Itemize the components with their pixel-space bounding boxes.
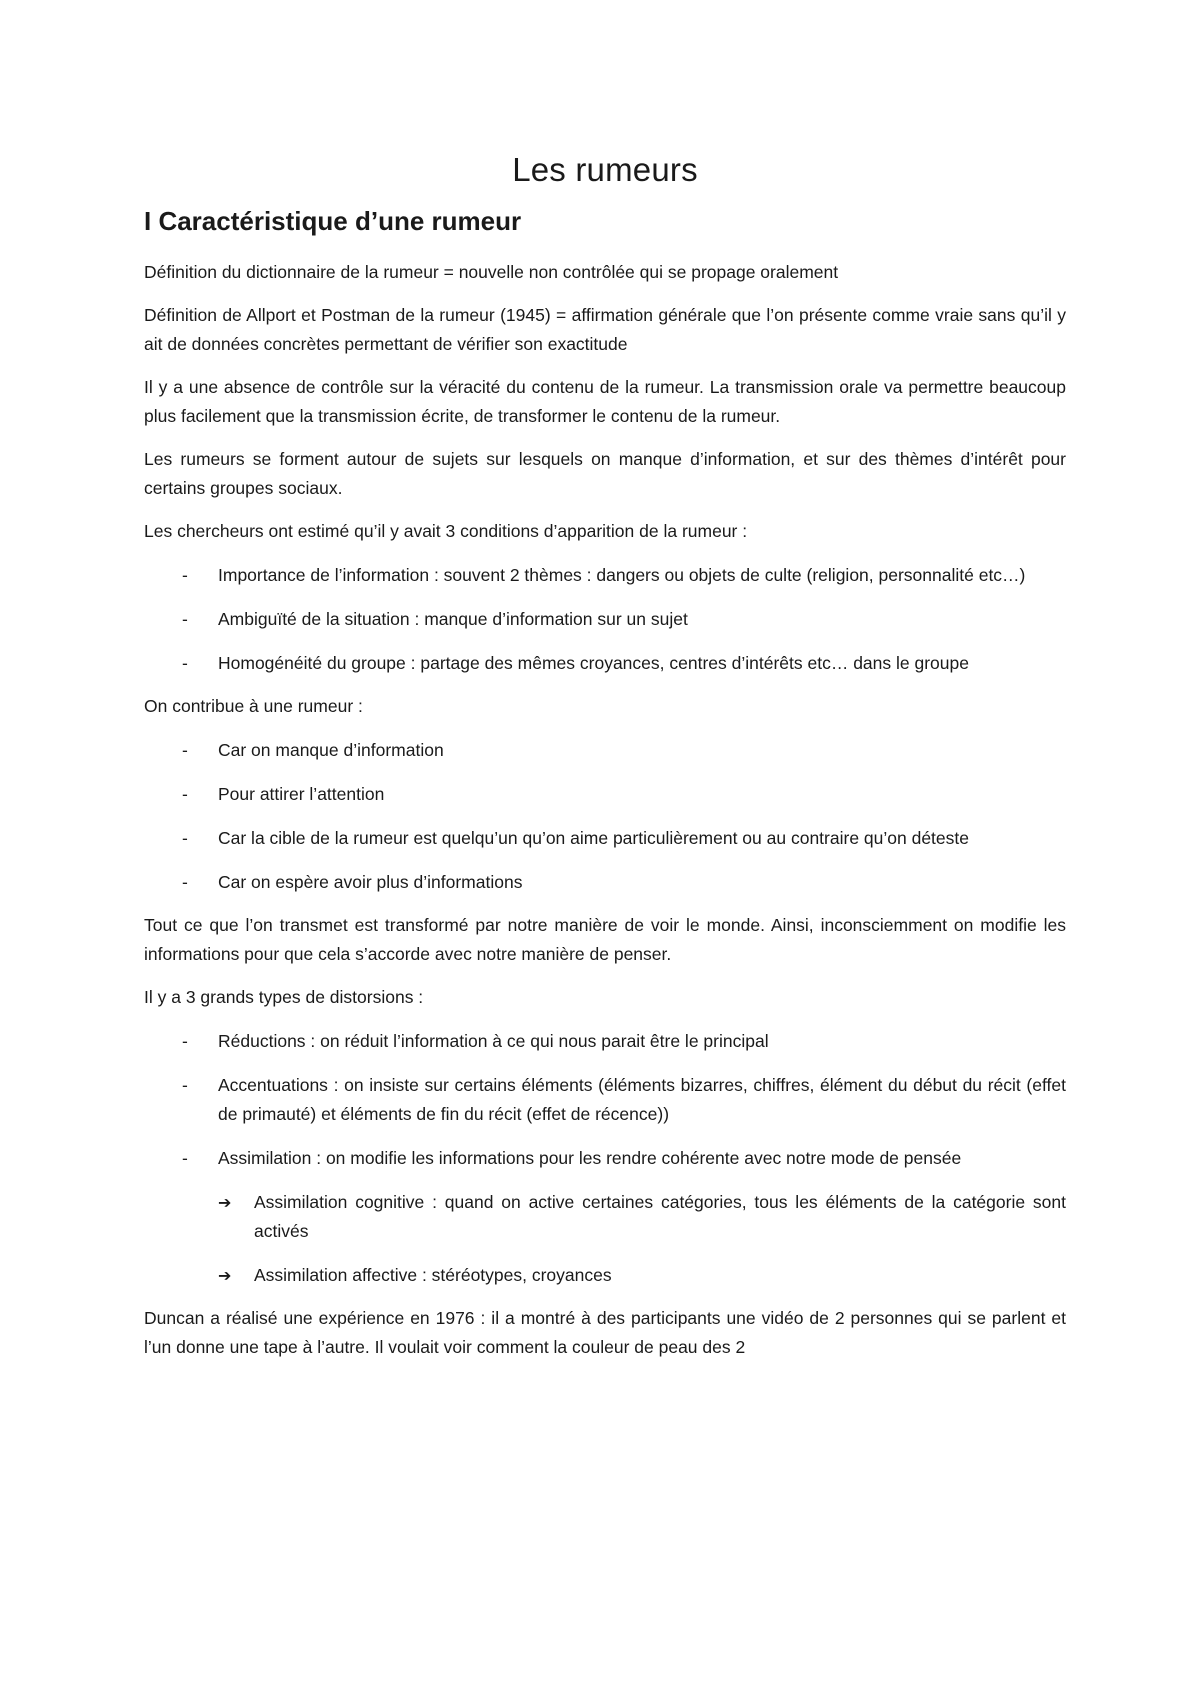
dash-bullet: - <box>182 1031 188 1051</box>
arrow-bullet-icon: ➔ <box>218 1193 232 1212</box>
dash-bullet: - <box>182 609 188 629</box>
list-item <box>144 1188 1066 1246</box>
list-item <box>144 1261 1066 1290</box>
document-title: Les rumeurs <box>512 151 698 188</box>
list-item <box>144 780 1066 809</box>
list-item <box>144 561 1066 590</box>
list-item-text: Réductions : on réduit l’information à ce qui nous parait être le principal <box>218 1031 769 1051</box>
list-item <box>144 868 1066 897</box>
list-item <box>144 649 1066 678</box>
arrow-bullet-icon: ➔ <box>218 1266 232 1285</box>
distortions-list <box>144 1027 1066 1173</box>
list-item-text: Assimilation cognitive : quand on active certaines catégories, tous les éléments de la catégorie sont activés <box>254 1192 1066 1241</box>
list-item <box>144 1144 1066 1173</box>
list-item-text: Ambiguïté de la situation : manque d’information sur un sujet <box>218 609 688 629</box>
list-item-text: Homogénéité du groupe : partage des mêmes croyances, centres d’intérêts etc… dans le groupe <box>218 653 969 673</box>
document-page <box>144 140 1066 1680</box>
paragraph-conditions-intro: Les chercheurs ont estimé qu’il y avait 3 conditions d’apparition de la rumeur : <box>144 521 748 541</box>
paragraph-distortions-intro: Il y a 3 grands types de distorsions : <box>144 987 424 1007</box>
list-item <box>144 736 1066 765</box>
list-item-text: Accentuations : on insiste sur certains éléments (éléments bizarres, chiffres, élément du début du récit (effet de primauté) et éléments de fin du récit (effet de récence)) <box>218 1075 1066 1124</box>
list-item-text: Pour attirer l’attention <box>218 784 385 804</box>
list-item <box>144 1071 1066 1129</box>
list-item-text: Car la cible de la rumeur est quelqu’un qu’on aime particulièrement ou au contraire qu’on déteste <box>218 828 969 848</box>
dash-bullet: - <box>182 1075 188 1095</box>
list-item-text: Assimilation affective : stéréotypes, croyances <box>254 1265 612 1285</box>
section-heading: I Caractéristique d’une rumeur <box>144 206 522 236</box>
list-item <box>144 824 1066 853</box>
dash-bullet: - <box>182 653 188 673</box>
paragraph-absence-of-control: Il y a une absence de contrôle sur la véracité du contenu de la rumeur. La transmission orale va permettre beaucoup plus facilement que la transmission écrite, de transformer le contenu de la rumeur. <box>144 377 1066 426</box>
conditions-list <box>144 561 1066 678</box>
assimilation-types-list <box>144 1188 1066 1290</box>
paragraph-dictionary-definition: Définition du dictionnaire de la rumeur = nouvelle non contrôlée qui se propage oralement <box>144 262 839 282</box>
paragraph-duncan-experiment: Duncan a réalisé une expérience en 1976 : il a montré à des participants une vidéo de 2 personnes qui se parlent et l’un donne une tape à l’autre. Il voulait voir comment la couleur de peau des 2 <box>144 1308 1066 1357</box>
paragraph-formation: Les rumeurs se forment autour de sujets sur lesquels on manque d’information, et sur des thèmes d’intérêt pour certains groupes sociaux. <box>144 449 1066 498</box>
list-item-text: Car on espère avoir plus d’informations <box>218 872 523 892</box>
paragraph-transformation: Tout ce que l’on transmet est transformé par notre manière de voir le monde. Ainsi, inconsciemment on modifie les informations pour que cela s’accorde avec notre manière de penser. <box>144 915 1066 964</box>
dash-bullet: - <box>182 1148 188 1168</box>
paragraph-allport-postman-definition: Définition de Allport et Postman de la rumeur (1945) = affirmation générale que l’on présente comme vraie sans qu’il y ait de données concrètes permettant de vérifier son exactitude <box>144 305 1066 354</box>
dash-bullet: - <box>182 828 188 848</box>
dash-bullet: - <box>182 740 188 760</box>
dash-bullet: - <box>182 872 188 892</box>
dash-bullet: - <box>182 565 188 585</box>
reasons-list <box>144 736 1066 897</box>
list-item <box>144 1027 1066 1056</box>
list-item-text: Car on manque d’information <box>218 740 444 760</box>
list-item-text: Importance de l’information : souvent 2 thèmes : dangers ou objets de culte (religion, personnalité etc…) <box>218 565 1026 585</box>
paragraph-contribute-intro: On contribue à une rumeur : <box>144 696 363 716</box>
dash-bullet: - <box>182 784 188 804</box>
list-item <box>144 605 1066 634</box>
list-item-text: Assimilation : on modifie les informations pour les rendre cohérente avec notre mode de pensée <box>218 1148 962 1168</box>
